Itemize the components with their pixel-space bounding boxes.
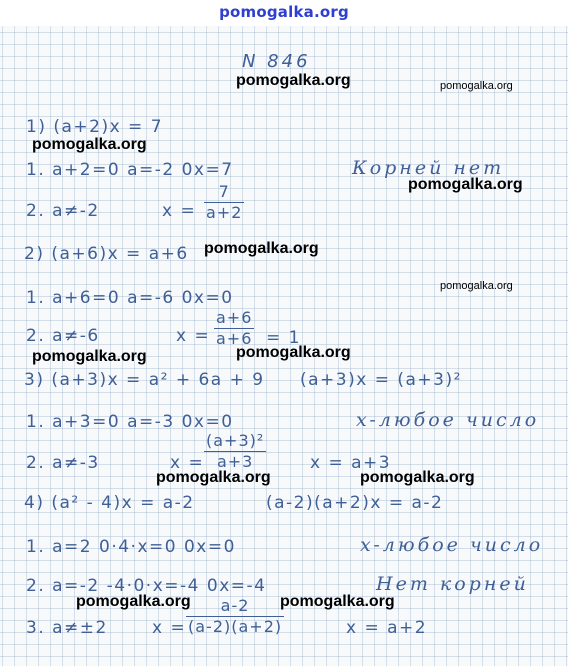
part4-case3-result: x = a+2 [346, 618, 428, 638]
part1-case1-note: Корней нет [352, 157, 505, 179]
watermark: pomogalka.org [156, 469, 271, 486]
fraction-denominator: (a-2)(a+2) [188, 617, 283, 636]
site-header[interactable]: pomogalka.org [219, 3, 349, 21]
fraction-numerator: 7 [218, 182, 230, 201]
part2-case2-fraction [214, 309, 254, 348]
part4-case2-note: Нет корней [376, 573, 529, 595]
part4-equation: 4) (a² - 4)x = a-2 [24, 493, 195, 513]
part2-case2-result: = 1 [266, 328, 301, 348]
part4-case2: 2. a=-2 -4·0·x=-4 0x=-4 [26, 576, 267, 596]
watermark: pomogalka.org [236, 344, 351, 361]
part4-case3-cond: 3. a≠±2 [26, 618, 108, 638]
fraction-denominator: a+2 [206, 203, 243, 222]
part4-case3-x: x = [152, 618, 187, 638]
part3-equation-factored: (a+3)x = (a+3)² [300, 370, 462, 390]
watermark: pomogalka.org [76, 593, 191, 610]
watermark: pomogalka.org [32, 348, 147, 365]
fraction-numerator: a+6 [216, 308, 253, 327]
part3-case2-x: x = [170, 453, 205, 473]
task-title: N 846 [242, 51, 311, 72]
fraction-denominator: a+3 [216, 452, 254, 471]
fraction-numerator: a-2 [220, 596, 250, 615]
part3-equation: 3) (a+3)x = a² + 6a + 9 [24, 370, 265, 390]
part1-case2-fraction [204, 183, 244, 222]
watermark: pomogalka.org [360, 469, 475, 486]
part1-case2-cond: 2. a≠-2 [26, 201, 100, 221]
watermark: pomogalka.org [440, 280, 513, 292]
part3-case1: 1. a+3=0 a=-3 0x=0 [26, 412, 234, 432]
page-corner-mark [479, 605, 564, 666]
watermark: pomogalka.org [280, 593, 395, 610]
part1-case2-x: x = [162, 201, 197, 221]
part4-case1: 1. a=2 0·4·x=0 0x=0 [26, 537, 236, 557]
part4-case1-note: x-любое число [360, 534, 544, 556]
part3-case2-cond: 2. a≠-3 [26, 453, 100, 473]
part1-case1: 1. a+2=0 a=-2 0x=7 [26, 160, 234, 180]
watermark: pomogalka.org [440, 80, 513, 92]
watermark: pomogalka.org [236, 72, 351, 89]
part4-case3-fraction [186, 597, 284, 636]
watermark: pomogalka.org [32, 136, 147, 153]
fraction-numerator: (a+3)² [206, 431, 265, 450]
part2-case1: 1. a+6=0 a=-6 0x=0 [26, 288, 234, 308]
watermark: pomogalka.org [204, 240, 319, 257]
part2-case2-cond: 2. a≠-6 [26, 326, 100, 346]
part3-case2-fraction [204, 432, 266, 471]
fraction-denominator: a+6 [216, 329, 253, 348]
part1-equation: 1) (a+2)x = 7 [26, 117, 164, 137]
part4-equation-factored: (a-2)(a+2)x = a-2 [266, 493, 444, 513]
watermark: pomogalka.org [408, 176, 523, 193]
part2-case2-x: x = [176, 326, 211, 346]
part2-equation: 2) (a+6)x = a+6 [24, 244, 189, 264]
part3-case2-result: x = a+3 [310, 453, 392, 473]
part3-case1-note: x-любое число [356, 409, 540, 431]
